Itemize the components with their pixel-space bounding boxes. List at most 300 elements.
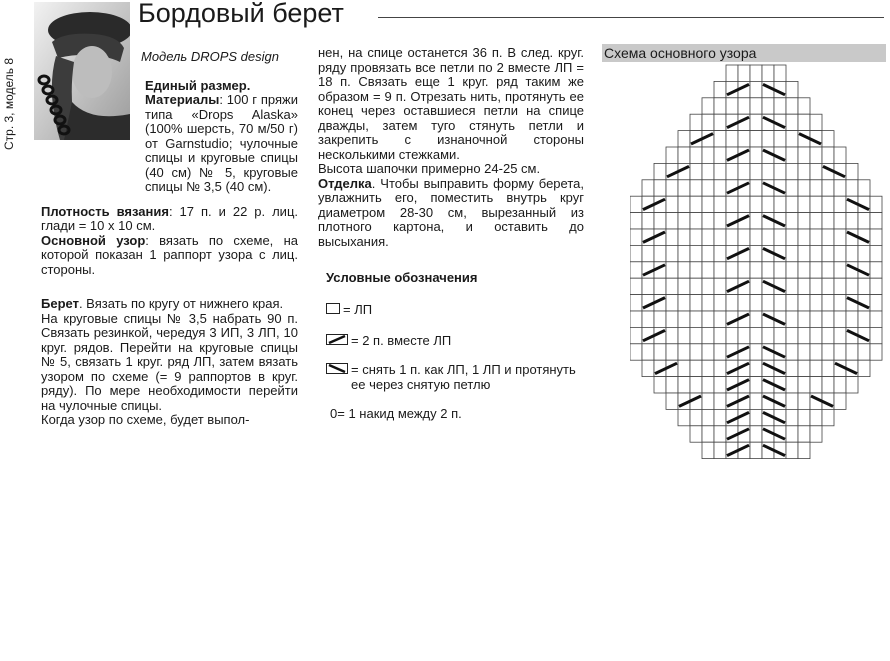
chart-cell: [750, 114, 762, 130]
chart-cell: [834, 295, 846, 311]
chart-cell: [822, 278, 834, 294]
chart-cell: [690, 196, 702, 212]
chart-cell: [714, 377, 726, 393]
chart-cell: [690, 327, 702, 343]
legend-item-skpo: = снять 1 п. как ЛП, 1 ЛП и протянуть ее через снятую петлю: [326, 362, 584, 392]
height-paragraph: Высота шапочки примерно 24-25 см.: [318, 161, 541, 176]
chart-cell: [678, 377, 690, 393]
chart-cell: [870, 278, 882, 294]
chart-cell: [750, 278, 762, 294]
chart-cell: [786, 409, 798, 425]
chart-cell: [834, 327, 846, 343]
chart-cell: [810, 180, 822, 196]
chart-cell: [630, 344, 642, 360]
chart-cell: [630, 229, 642, 245]
chart-cell: [678, 196, 690, 212]
chart-cell: [858, 245, 870, 261]
chart-cell: [858, 360, 870, 376]
chart-cell: [738, 262, 750, 278]
chart-cell: [750, 377, 762, 393]
chart-cell: [834, 262, 846, 278]
chart-cell: [786, 147, 798, 163]
chart-cell: [666, 393, 678, 409]
chart-cell: [666, 196, 678, 212]
chart-cell: [786, 442, 798, 458]
k2tog-icon: [326, 334, 348, 346]
materials-paragraph: Материалы: 100 г пряжи типа «Drops Alaska» (100% шерсть, 70 м/50 г) от Garnstudio; чулочные спицы и круговые спицы (40 см) № 5, круговые спицы № 3,5 (40 см).: [145, 92, 298, 194]
chart-cell: [786, 163, 798, 179]
chart-cell: [870, 327, 882, 343]
chart-cell: [798, 163, 810, 179]
chart-cell: [822, 377, 834, 393]
model-credit: Модель DROPS design: [141, 49, 279, 64]
chart-cell: [654, 245, 666, 261]
chart-cell: [690, 360, 702, 376]
chart-cell: [726, 65, 738, 81]
chart-cell: [726, 295, 738, 311]
chart-cell: [798, 311, 810, 327]
chart-cell: [714, 311, 726, 327]
chart-cell: [714, 131, 726, 147]
chart-cell: [798, 213, 810, 229]
size-line: Единый размер.: [145, 77, 251, 93]
chart-cell: [738, 327, 750, 343]
chart-cell: [834, 180, 846, 196]
chart-cell: [714, 262, 726, 278]
chart-cell: [834, 213, 846, 229]
chart-cell: [702, 98, 714, 114]
chart-cell: [798, 442, 810, 458]
chart-cell: [786, 213, 798, 229]
chart-cell: [714, 245, 726, 261]
scheme-title: Схема основного узора: [602, 44, 886, 62]
chart-cell: [858, 180, 870, 196]
chart-cell: [834, 196, 846, 212]
chart-cell: [798, 229, 810, 245]
chart-cell: [666, 147, 678, 163]
chart-cell: [786, 426, 798, 442]
chart-cell: [714, 213, 726, 229]
chart-cell: [714, 327, 726, 343]
chart-cell: [798, 196, 810, 212]
chart-cell: [822, 180, 834, 196]
chart-cell: [774, 98, 786, 114]
chart-cell: [762, 98, 774, 114]
chart-cell: [786, 114, 798, 130]
chart-cell: [678, 311, 690, 327]
chart-cell: [642, 344, 654, 360]
chart-cell: [666, 229, 678, 245]
chart-cell: [870, 245, 882, 261]
chart-cell: [870, 295, 882, 311]
chart-cell: [690, 344, 702, 360]
chart-cell: [702, 262, 714, 278]
chart-cell: [798, 344, 810, 360]
chart-cell: [678, 262, 690, 278]
chart-cell: [690, 426, 702, 442]
chart-cell: [690, 311, 702, 327]
chart-cell: [750, 393, 762, 409]
chart-cell: [630, 295, 642, 311]
chart-cell: [738, 196, 750, 212]
chart-cell: [702, 114, 714, 130]
chart-cell: [810, 311, 822, 327]
chart-cell: [678, 229, 690, 245]
chart-cell: [834, 344, 846, 360]
chart-cell: [702, 344, 714, 360]
chart-cell: [846, 311, 858, 327]
chart-cell: [714, 426, 726, 442]
chart-cell: [750, 344, 762, 360]
chart-cell: [690, 245, 702, 261]
chart-cell: [690, 278, 702, 294]
cast-on-paragraph: На круговые спицы № 3,5 набрать 90 п. Связать резинкой, чередуя 3 ИП, 3 ЛП, 10 круг. рядов. Перейти на круговые спицы № 5, связать 1 круг. ряд ЛП, затем вязать узором по схеме (= 9 раппортов в круг. ряду). По мере необходимости перейти на чулочные спицы.: [41, 310, 298, 413]
chart-cell: [822, 147, 834, 163]
chart-cell: [822, 262, 834, 278]
chart-cell: [738, 98, 750, 114]
chart-cell: [798, 295, 810, 311]
chart-cell: [690, 114, 702, 130]
chart-cell: [810, 360, 822, 376]
chart-cell: [738, 229, 750, 245]
legend-title: Условные обозначения: [326, 270, 478, 285]
continue-paragraph: Когда узор по схеме, будет выпол-: [41, 412, 250, 427]
chart-cell: [774, 163, 786, 179]
chart-cell: [750, 147, 762, 163]
chart-cell: [798, 327, 810, 343]
pattern-paragraph: Основной узор: вязать по схеме, на которой показан 1 раппорт узора с лиц. стороны.: [41, 232, 298, 277]
chart-cell: [726, 163, 738, 179]
pattern-chart: [630, 63, 886, 459]
density-paragraph: Плотность вязания: 17 п. и 22 р. лиц. глади = 10 х 10 см.: [41, 203, 299, 233]
chart-cell: [714, 114, 726, 130]
chart-cell: [654, 311, 666, 327]
chart-cell: [786, 311, 798, 327]
chart-cell: [858, 311, 870, 327]
chart-cell: [846, 245, 858, 261]
chart-cell: [834, 393, 846, 409]
chart-cell: [666, 295, 678, 311]
chart-cell: [726, 98, 738, 114]
chart-cell: [762, 262, 774, 278]
title-rule: [378, 17, 884, 18]
chart-cell: [630, 245, 642, 261]
chart-cell: [738, 131, 750, 147]
chart-cell: [846, 180, 858, 196]
chart-cell: [846, 344, 858, 360]
chart-cell: [678, 180, 690, 196]
chart-cell: [666, 311, 678, 327]
chart-cell: [630, 213, 642, 229]
chart-cell: [702, 295, 714, 311]
chart-cell: [774, 327, 786, 343]
chart-cell: [726, 229, 738, 245]
chart-cell: [666, 377, 678, 393]
chart-cell: [786, 98, 798, 114]
chart-cell: [750, 196, 762, 212]
chart-cell: [702, 377, 714, 393]
chart-cell: [822, 245, 834, 261]
chart-cell: [786, 229, 798, 245]
chart-cell: [630, 311, 642, 327]
chart-cell: [870, 344, 882, 360]
finish-paragraph: Отделка. Чтобы выправить форму берета, увлажнить его, поместить внутрь круг диаметром 28-30 см, вырезанный из плотного картона, и оставить до высыхания.: [318, 175, 584, 249]
chart-cell: [822, 344, 834, 360]
knit-square-icon: [326, 303, 340, 315]
chart-cell: [702, 327, 714, 343]
chart-cell: [642, 213, 654, 229]
chart-cell: [630, 262, 642, 278]
chart-cell: [846, 278, 858, 294]
chart-cell: [702, 393, 714, 409]
chart-cell: [714, 163, 726, 179]
chart-cell: [810, 426, 822, 442]
chart-cell: [654, 377, 666, 393]
chart-cell: [642, 180, 654, 196]
chart-cell: [642, 311, 654, 327]
chart-cell: [810, 262, 822, 278]
chart-cell: [834, 229, 846, 245]
chart-cell: [762, 196, 774, 212]
chart-cell: [714, 393, 726, 409]
chart-cell: [714, 278, 726, 294]
chart-cell: [810, 147, 822, 163]
chart-cell: [870, 262, 882, 278]
chart-cell: [810, 245, 822, 261]
chart-cell: [738, 295, 750, 311]
chart-cell: [762, 65, 774, 81]
chart-cell: [846, 377, 858, 393]
column-left: [33, 50, 298, 428]
chart-cell: [810, 278, 822, 294]
chart-cell: [798, 262, 810, 278]
chart-cell: [834, 147, 846, 163]
chart-cell: [714, 229, 726, 245]
chart-cell: [690, 409, 702, 425]
chart-cell: [678, 131, 690, 147]
chart-cell: [738, 163, 750, 179]
chart-cell: [762, 131, 774, 147]
chart-cell: [714, 98, 726, 114]
chart-cell: [678, 295, 690, 311]
chart-cell: [750, 180, 762, 196]
chart-cell: [714, 295, 726, 311]
chart-cell: [810, 196, 822, 212]
chart-cell: [714, 360, 726, 376]
chart-cell: [750, 262, 762, 278]
chart-cell: [822, 196, 834, 212]
chart-cell: [750, 311, 762, 327]
chart-cell: [750, 295, 762, 311]
skpo-icon: [326, 363, 348, 375]
chart-cell: [786, 344, 798, 360]
column-middle: [318, 46, 584, 421]
page-side-label: Стр. 3, модель 8: [2, 57, 16, 150]
chart-cell: [714, 442, 726, 458]
chart-cell: [786, 180, 798, 196]
chart-cell: [726, 327, 738, 343]
chart-cell: [822, 229, 834, 245]
chart-cell: [654, 163, 666, 179]
chart-cell: [834, 311, 846, 327]
chart-cell: [786, 360, 798, 376]
chart-cell: [858, 213, 870, 229]
chart-cell: [798, 426, 810, 442]
chart-cell: [750, 163, 762, 179]
chart-cell: [702, 245, 714, 261]
chart-cell: [750, 81, 762, 97]
chart-cell: [690, 295, 702, 311]
chart-cell: [822, 327, 834, 343]
chart-cell: [690, 229, 702, 245]
chart-cell: [810, 114, 822, 130]
chart-cell: [858, 278, 870, 294]
chart-cell: [678, 213, 690, 229]
chart-cell: [678, 278, 690, 294]
chart-cell: [786, 245, 798, 261]
chart-cell: [870, 311, 882, 327]
chart-cell: [678, 344, 690, 360]
chart-cell: [822, 213, 834, 229]
chart-cell: [810, 295, 822, 311]
chart-cell: [750, 229, 762, 245]
chart-cell: [666, 180, 678, 196]
chart-cell: [714, 147, 726, 163]
chart-cell: [786, 81, 798, 97]
chart-cell: [774, 131, 786, 147]
chart-cell: [630, 278, 642, 294]
chart-cell: [702, 442, 714, 458]
chart-cell: [774, 196, 786, 212]
legend-item-yo: 0 = 1 накид между 2 п.: [330, 405, 462, 421]
chart-cell: [714, 180, 726, 196]
chart-cell: [798, 360, 810, 376]
chart-cell: [786, 295, 798, 311]
chart-cell: [690, 262, 702, 278]
chart-cell: [702, 229, 714, 245]
chart-cell: [810, 344, 822, 360]
chart-cell: [786, 196, 798, 212]
chart-cell: [750, 442, 762, 458]
chart-cell: [762, 327, 774, 343]
chart-cell: [666, 245, 678, 261]
chart-cell: [870, 213, 882, 229]
chart-cell: [714, 409, 726, 425]
chart-cell: [654, 344, 666, 360]
chart-cell: [846, 213, 858, 229]
chart-cell: [774, 229, 786, 245]
chart-cell: [714, 196, 726, 212]
legend-item-knit: = ЛП: [326, 302, 584, 317]
chart-cell: [786, 278, 798, 294]
chart-cell: [678, 327, 690, 343]
chart-cell: [690, 213, 702, 229]
chart-cell: [654, 278, 666, 294]
chart-cell: [822, 360, 834, 376]
chart-cell: [750, 98, 762, 114]
chart-cell: [726, 131, 738, 147]
chart-cell: [870, 196, 882, 212]
chart-cell: [702, 409, 714, 425]
chart-cell: [666, 278, 678, 294]
chart-cell: [822, 295, 834, 311]
chart-cell: [822, 409, 834, 425]
chart-cell: [798, 114, 810, 130]
beret-paragraph: Берет. Вязать по кругу от нижнего края.: [41, 296, 284, 311]
page-title: Бордовый берет: [138, 0, 344, 28]
chart-cell: [690, 163, 702, 179]
chart-cell: [762, 295, 774, 311]
chart-cell: [702, 426, 714, 442]
chart-cell: [786, 131, 798, 147]
chart-cell: [798, 180, 810, 196]
chart-cell: [870, 229, 882, 245]
chart-cell: [810, 327, 822, 343]
chart-cell: [726, 196, 738, 212]
chart-cell: [690, 377, 702, 393]
chart-cell: [738, 65, 750, 81]
chart-cell: [822, 131, 834, 147]
chart-cell: [666, 344, 678, 360]
chart-cell: [702, 196, 714, 212]
chart-cell: [642, 245, 654, 261]
chart-cell: [810, 163, 822, 179]
chart-cell: [678, 147, 690, 163]
chart-cell: [750, 426, 762, 442]
chart-cell: [750, 65, 762, 81]
chart-cell: [702, 278, 714, 294]
chart-cell: [762, 229, 774, 245]
chart-cell: [654, 180, 666, 196]
chart-cell: [714, 344, 726, 360]
chart-cell: [678, 360, 690, 376]
chart-cell: [654, 213, 666, 229]
chart-cell: [714, 81, 726, 97]
chart-cell: [750, 131, 762, 147]
chart-cell: [690, 180, 702, 196]
chart-cell: [702, 311, 714, 327]
yarn-over-icon: 0: [330, 405, 338, 421]
chart-cell: [666, 262, 678, 278]
chart-cell: [702, 213, 714, 229]
chart-cell: [750, 213, 762, 229]
chart-cell: [786, 327, 798, 343]
chart-cell: [858, 344, 870, 360]
chart-cell: [702, 180, 714, 196]
chart-cell: [798, 393, 810, 409]
chart-cell: [798, 245, 810, 261]
chart-cell: [834, 377, 846, 393]
chart-cell: [798, 409, 810, 425]
chart-cell: [666, 213, 678, 229]
chart-cell: [630, 196, 642, 212]
chart-cell: [834, 245, 846, 261]
chart-cell: [846, 163, 858, 179]
chart-cell: [786, 393, 798, 409]
chart-cell: [786, 377, 798, 393]
chart-cell: [666, 327, 678, 343]
chart-cell: [630, 327, 642, 343]
chart-cell: [642, 360, 654, 376]
chart-cell: [774, 295, 786, 311]
chart-cell: [798, 278, 810, 294]
chart-cell: [702, 163, 714, 179]
chart-cell: [810, 229, 822, 245]
chart-cell: [750, 327, 762, 343]
chart-cell: [810, 409, 822, 425]
legend-item-k2tog: = 2 п. вместе ЛП: [326, 333, 584, 348]
chart-cell: [798, 377, 810, 393]
